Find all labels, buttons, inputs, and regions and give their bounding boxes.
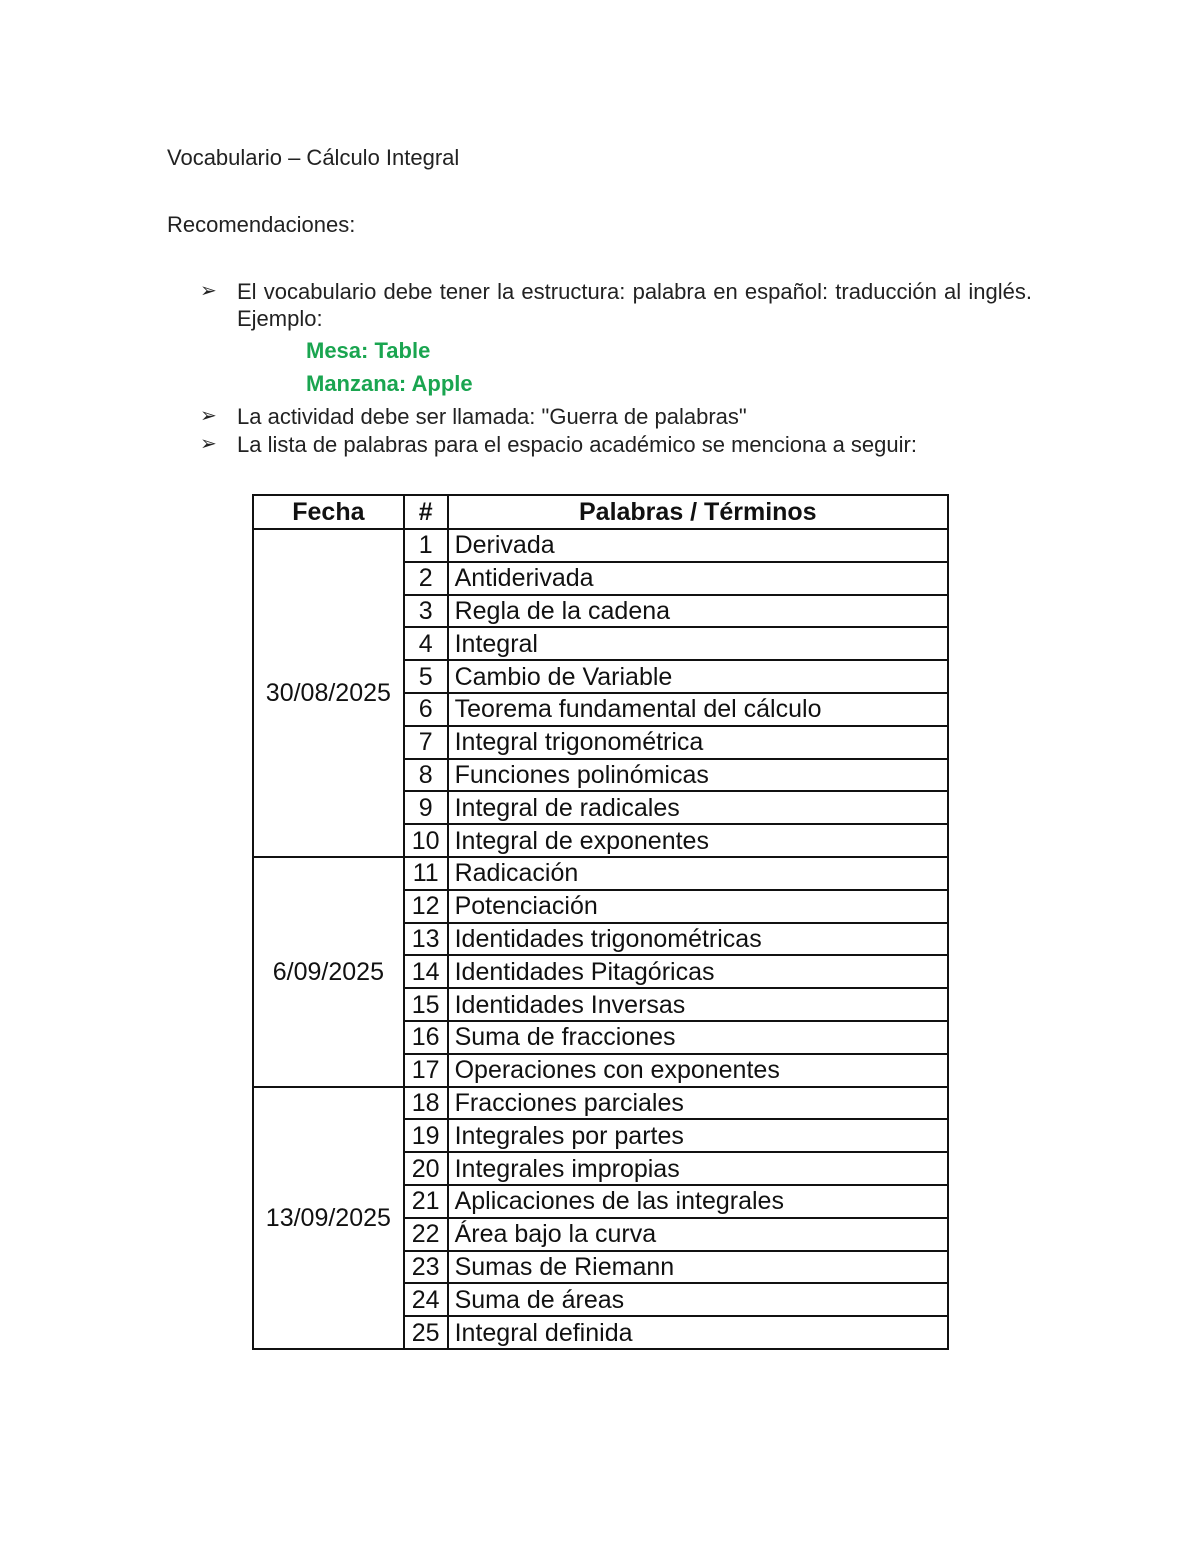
bullet-text: La lista de palabras para el espacio académico se menciona a seguir: — [237, 432, 917, 457]
table-row — [253, 529, 948, 562]
number-cell: 10 — [404, 824, 448, 857]
number-cell: 13 — [404, 923, 448, 956]
number-cell: 25 — [404, 1316, 448, 1349]
table-header-row — [253, 495, 948, 529]
number-cell: 2 — [404, 562, 448, 595]
bullet-structure — [200, 278, 1032, 338]
document-title: Vocabulario – Cálculo Integral — [167, 145, 460, 170]
table-row — [253, 857, 948, 890]
table-body — [253, 529, 948, 1349]
term-cell: Potenciación — [448, 890, 948, 923]
number-cell: 6 — [404, 693, 448, 726]
arrow-bullet-icon: ➢ — [200, 280, 217, 302]
header-terms: Palabras / Términos — [448, 495, 948, 529]
term-cell: Identidades trigonométricas — [448, 923, 948, 956]
number-cell: 24 — [404, 1283, 448, 1316]
date-cell: 6/09/2025 — [253, 857, 404, 1087]
term-cell: Suma de áreas — [448, 1283, 948, 1316]
term-cell: Integral trigonométrica — [448, 726, 948, 759]
number-cell: 17 — [404, 1054, 448, 1087]
number-cell: 7 — [404, 726, 448, 759]
date-cell: 30/08/2025 — [253, 529, 404, 857]
bullet-word-list — [200, 431, 1032, 461]
number-cell: 15 — [404, 988, 448, 1021]
number-cell: 8 — [404, 759, 448, 792]
term-cell: Integrales por partes — [448, 1119, 948, 1152]
number-cell: 1 — [404, 529, 448, 562]
term-cell: Aplicaciones de las integrales — [448, 1185, 948, 1218]
header-number: # — [404, 495, 448, 529]
term-cell: Fracciones parciales — [448, 1087, 948, 1120]
number-cell: 16 — [404, 1021, 448, 1054]
term-cell: Área bajo la curva — [448, 1218, 948, 1251]
header-date: Fecha — [253, 495, 404, 529]
number-cell: 4 — [404, 627, 448, 660]
vocabulary-table — [252, 494, 949, 1350]
term-cell: Radicación — [448, 857, 948, 890]
term-cell: Derivada — [448, 529, 948, 562]
term-cell: Antiderivada — [448, 562, 948, 595]
recommendations-heading: Recomendaciones: — [167, 212, 356, 237]
date-cell: 13/09/2025 — [253, 1087, 404, 1349]
term-cell: Suma de fracciones — [448, 1021, 948, 1054]
example-manzana: Manzana: Apple — [306, 371, 473, 396]
term-cell: Teorema fundamental del cálculo — [448, 693, 948, 726]
number-cell: 12 — [404, 890, 448, 923]
number-cell: 5 — [404, 660, 448, 693]
bullet-text: La actividad debe ser llamada: "Guerra de palabras" — [237, 404, 747, 429]
term-cell: Sumas de Riemann — [448, 1251, 948, 1284]
term-cell: Operaciones con exponentes — [448, 1054, 948, 1087]
term-cell: Integral de exponentes — [448, 824, 948, 857]
number-cell: 11 — [404, 857, 448, 890]
number-cell: 21 — [404, 1185, 448, 1218]
term-cell: Regla de la cadena — [448, 595, 948, 628]
bullet-activity-name — [200, 403, 1032, 433]
term-cell: Integral definida — [448, 1316, 948, 1349]
table-row — [253, 1087, 948, 1120]
term-cell: Funciones polinómicas — [448, 759, 948, 792]
number-cell: 22 — [404, 1218, 448, 1251]
number-cell: 14 — [404, 955, 448, 988]
term-cell: Cambio de Variable — [448, 660, 948, 693]
example-mesa: Mesa: Table — [306, 338, 431, 363]
number-cell: 3 — [404, 595, 448, 628]
number-cell: 18 — [404, 1087, 448, 1120]
term-cell: Integral — [448, 627, 948, 660]
term-cell: Identidades Inversas — [448, 988, 948, 1021]
arrow-bullet-icon: ➢ — [200, 433, 217, 455]
arrow-bullet-icon: ➢ — [200, 405, 217, 427]
number-cell: 19 — [404, 1119, 448, 1152]
term-cell: Identidades Pitagóricas — [448, 955, 948, 988]
term-cell: Integrales impropias — [448, 1152, 948, 1185]
number-cell: 23 — [404, 1251, 448, 1284]
bullet-text: El vocabulario debe tener la estructura: palabra en español: traducción al inglés. Ejemplo: — [237, 279, 1032, 331]
term-cell: Integral de radicales — [448, 791, 948, 824]
number-cell: 9 — [404, 791, 448, 824]
number-cell: 20 — [404, 1152, 448, 1185]
